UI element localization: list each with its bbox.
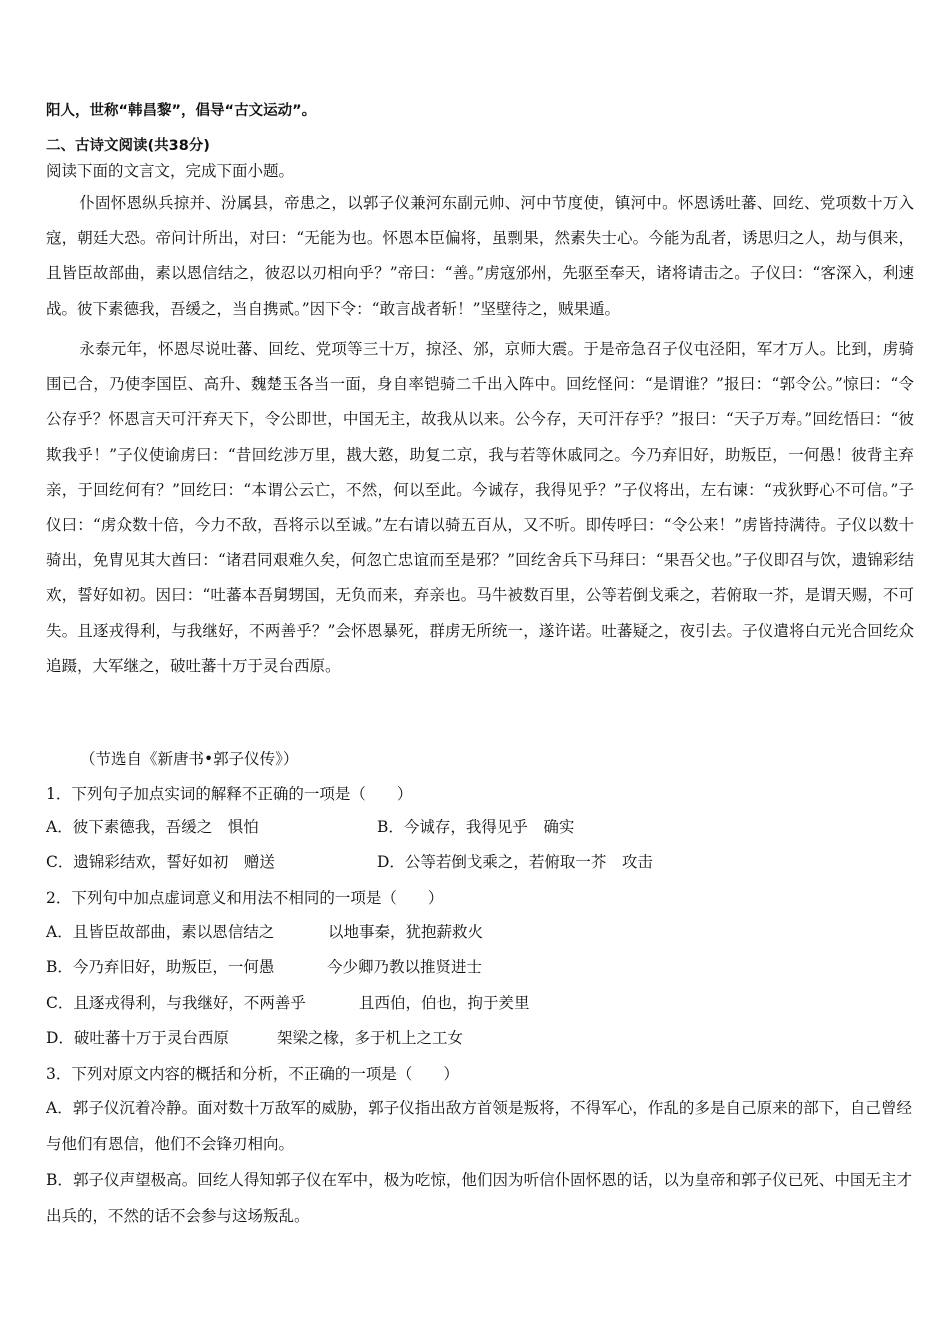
question-1-option-d: D．公等若倒戈乘之，若俯取一芥 攻击 — [377, 853, 653, 871]
passage-paragraph-2 — [46, 332, 914, 684]
question-3-option-a: A．郭子仪沉着冷静。面对数十万敌军的威胁，郭子仪指出敌方首领是叛将，不得军心，作乱的多是自己原来的部下，自己曾经与他们有恩信，他们不会锋刃相向。 — [46, 1099, 912, 1153]
passage-paragraph-2-text: 永泰元年，怀恩尽说吐蕃、回纥、党项等三十万，掠泾、邠，京师大震。于是帝急召子仪屯泾阳，军才万人。比到，虏骑围已合，乃使李国臣、高升、魏楚玉各当一面，身自率铠骑二千出入阵中。回纥怪问：“是谓谁？”报曰：“郭令公。”惊曰：“令公存乎？怀恩言天可汗弃天下，令公即世，中国无主，故我从以来。公今存，天可汗存乎？”报曰：“天子万寿。”回纥悟曰：“彼欺我乎！”子仪使谕虏曰：“昔回纥涉万里，戡大憝，助复二京，我与若等休戚同之。今乃弃旧好，助叛臣，一何愚！彼背主弃亲，于回纥何有？”回纥曰：“本谓公云亡，不然，何以至此。今诚存，我得见乎？”子仪将出，左右谏：“戎狄野心不可信。”子仪曰：“虏众数十倍，今力不敌，吾将示以至诚。”左右请以骑五百从，又不听。即传呼曰：“令公来！”虏皆持满待。子仪以数十骑出，免胄见其大酋曰：“诸君同艰难久矣，何忽亡忠谊而至是邪？”回纥舍兵下马拜曰：“果吾父也。”子仪即召与饮，遗锦彩结欢，誓好如初。因曰：“吐蕃本吾舅甥国，无负而来，弃亲也。马牛被数百里，公等若倒戈乘之，若俯取一芥，是谓天赐，不可失。且逐戎得利，与我继好，不两善乎？”会怀恩暴死，群虏无所统一，遂许诺。吐蕃疑之，夜引去。子仪遣将白元光合回纥众追蹑，大军继之，破吐蕃十万于灵台西原。 — [46, 340, 914, 675]
instruction: 阅读下面的文言文，完成下面小题。 — [46, 162, 295, 180]
question-2-option-d: D．破吐蕃十万于灵台西原 — [46, 1029, 229, 1047]
question-2-option-c: C．且逐戎得利，与我继好，不两善乎 — [46, 994, 306, 1012]
passage-paragraph-1 — [46, 186, 914, 327]
question-3-stem: 3．下列对原文内容的概括和分析，不正确的一项是（ ） — [46, 1065, 459, 1083]
question-2-option-c-compare: 且西伯，伯也，拘于羑里 — [359, 994, 530, 1012]
question-1-option-b: B．今诚存，我得见乎 确实 — [377, 818, 575, 836]
question-1-option-c: C．遗锦彩结欢，誓好如初 赠送 — [46, 853, 275, 871]
question-2-option-d-compare: 架梁之椽，多于机上之工女 — [277, 1029, 464, 1047]
question-1-stem: 1．下列句子加点实词的解释不正确的一项是（ ） — [46, 785, 413, 803]
question-2-option-a-compare: 以地事秦，犹抱薪救火 — [328, 923, 484, 941]
question-3-option-b: B．郭子仪声望极高。回纥人得知郭子仪在军中，极为吃惊，他们因为听信仆固怀恩的话，以为皇帝和郭子仪已死、中国无主才出兵的，不然的话不会参与这场叛乱。 — [46, 1171, 912, 1225]
passage-paragraph-1-text: 仆固怀恩纵兵掠并、汾属县，帝患之，以郭子仪兼河东副元帅、河中节度使，镇河中。怀恩诱吐蕃、回纥、党项数十万入寇，朝廷大恐。帝问计所出，对曰：“无能为也。怀恩本臣偏将，虽剽果，然素失士心。今能为乱者，诱思归之人，劫与俱来，且皆臣故部曲，素以恩信结之，彼忍以刃相向乎？”帝曰：“善。”虏寇邠州，先驱至奉天，诸将请击之。子仪曰：“客深入，利速战。彼下素德我，吾缓之，当自携贰。”因下令：“敢言战者斩！”坚壁待之，贼果遁。 — [46, 194, 914, 318]
question-2-option-b-compare: 今少卿乃教以推贤进士 — [327, 958, 483, 976]
question-2-option-a: A．且皆臣故部曲，素以恩信结之 — [46, 923, 275, 941]
intro-line: 阳人，世称“韩昌黎”，倡导“古文运动”。 — [46, 103, 317, 119]
passage-source: （节选自《新唐书•郭子仪传》） — [80, 750, 299, 768]
question-2-option-b: B．今乃弃旧好，助叛臣，一何愚 — [46, 958, 275, 976]
question-1-option-a: A．彼下素德我，吾缓之 惧怕 — [46, 818, 259, 836]
question-2-stem: 2．下列句中加点虚词意义和用法不相同的一项是（ ） — [46, 889, 444, 907]
section-title: 二、古诗文阅读(共38分) — [46, 138, 210, 154]
